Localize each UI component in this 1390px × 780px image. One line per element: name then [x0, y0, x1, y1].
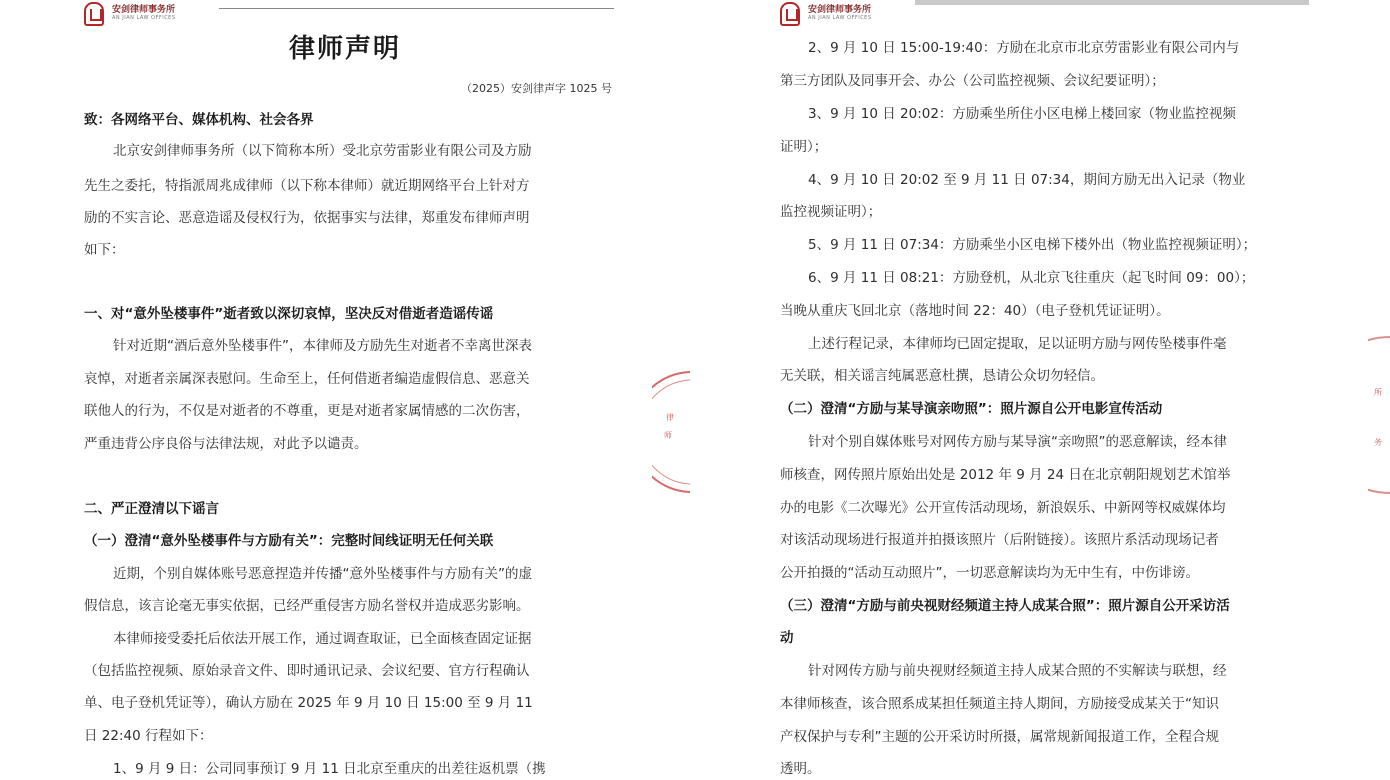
section1-heading: 一、对“意外坠楼事件”逝者致以深切哀悼，坚决反对借逝者造谣传谣 — [84, 306, 494, 322]
itinerary-line: 当晚从重庆飞回北京（落地时间 22：40）（电子登机凭证证明）。 — [780, 303, 1170, 319]
law-firm-logo-icon — [780, 2, 800, 26]
section2-subheading: （一）澄清“意外坠楼事件与方励有关”：完整时间线证明无任何关联 — [84, 533, 494, 549]
addressee: 致：各网络平台、媒体机构、社会各界 — [84, 112, 314, 128]
letterhead — [84, 2, 614, 28]
itinerary-line: 5、9 月 11 日 07:34：方励乘坐小区电梯下楼外出（物业监控视频证明）； — [808, 237, 1257, 253]
intro-line: 北京安剑律师事务所（以下简称本所）受北京劳雷影业有限公司及方励 — [113, 143, 532, 159]
intro-line: 励的不实言论、恶意造谣及侵权行为，依据事实与法律，郑重发布律师声明 — [84, 210, 530, 226]
logo-name: 安剑律师事务所 — [112, 5, 176, 15]
seal-text: 师 — [664, 431, 672, 440]
subsection3-line: 透明。 — [780, 761, 821, 777]
subsection2-line: 公开拍摄的“活动互动照片”，一切恶意解读均为无中生有，中伤诽谤。 — [780, 565, 1199, 581]
seal-text: 所 — [1374, 388, 1382, 397]
itinerary-line: 2、9 月 10 日 15:00-19:40：方励在北京市北京劳雷影业有限公司内与 — [808, 40, 1240, 56]
section2-line: （包括监控视频、原始录音文件、即时通讯记录、会议纪要、官方行程确认 — [84, 663, 530, 679]
subsection2-line: 办的电影《二次曝光》公开宣传活动现场，新浪娱乐、中新网等权威媒体均 — [780, 500, 1226, 516]
scan-shadow — [915, 0, 1309, 5]
itinerary-line: 第三方团队及同事开会、办公（公司监控视频、会议纪要证明）； — [780, 73, 1165, 89]
itinerary-line: 监控视频证明）； — [780, 204, 882, 220]
section1-line: 针对近期“酒后意外坠楼事件”，本律师及方励先生对逝者不幸离世深表 — [113, 338, 532, 354]
subsection3-line: 针对网传方励与前央视财经频道主持人成某合照的不实解读与联想，经 — [808, 663, 1227, 679]
section2-heading: 二、严正澄清以下谣言 — [84, 501, 219, 517]
seal-stamp-partial-left — [652, 370, 690, 495]
logo-name: 安剑律师事务所 — [808, 5, 872, 15]
subsection2-line: 针对个别自媒体账号对网传方励与某导演“亲吻照”的恶意解读，经本律 — [808, 434, 1227, 450]
subsection2-heading: （二）澄清“方励与某导演亲吻照”：照片源自公开电影宣传活动 — [780, 401, 1163, 417]
intro-line: 先生之委托，特指派周兆成律师（以下称本律师）就近期网络平台上针对方 — [84, 178, 530, 194]
document-number: （2025）安剑律声字 1025 号 — [461, 82, 612, 95]
subsection3-line: 本律师核查，该合照系成某担任频道主持人期间，方励接受成某关于“知识 — [780, 696, 1219, 712]
subsection2-line: 师核查，网传照片原始出处是 2012 年 9 月 24 日在北京朝阳规划艺术馆举 — [780, 467, 1231, 483]
logo-en-name: AN JIAN LAW OFFICES — [112, 15, 176, 21]
subsection2-line: 对该活动现场进行报道并拍摄该照片（后附链接）。该照片系活动现场记者 — [780, 532, 1219, 548]
itinerary-line: 上述行程记录，本律师均已固定提取，足以证明方励与网传坠楼事件毫 — [808, 336, 1227, 352]
seal-text: 务 — [1374, 438, 1382, 447]
section1-line: 联他人的行为，不仅是对逝者的不尊重，更是对逝者家属情感的二次伤害， — [84, 403, 530, 419]
subsection3-heading: （三）澄清“方励与前央视财经频道主持人成某合照”：照片源自公开采访活 — [780, 598, 1230, 614]
itinerary-line: 4、9 月 10 日 20:02 至 9 月 11 日 07:34，期间方励无出入记录（物业 — [808, 172, 1246, 188]
statement-page-left — [0, 0, 690, 780]
seal-text: 律 — [666, 413, 674, 422]
section2-line: 本律师接受委托后依法开展工作，通过调查取证，已全面核查固定证据 — [113, 631, 532, 647]
itinerary-line: 3、9 月 10 日 20:02：方励乘坐所住小区电梯上楼回家（物业监控视频 — [808, 106, 1236, 122]
itinerary-line: 无关联，相关谣言纯属恶意杜撰，恳请公众切勿轻信。 — [780, 368, 1104, 384]
intro-line: 如下： — [84, 242, 125, 258]
subsection3-heading-cont: 动 — [780, 630, 794, 646]
section2-line: 单、电子登机凭证等），确认方励在 2025 年 9 月 10 日 15:00 至 9 月 11 — [84, 695, 533, 711]
law-firm-logo-icon — [84, 2, 104, 26]
section1-line: 哀悼，对逝者亲属深表慰问。生命至上，任何借逝者编造虚假信息、恶意关 — [84, 371, 530, 387]
subsection3-line: 产权保护与专利”主题的公开采访时所摄，属常规新闻报道工作，全程合规 — [780, 729, 1219, 745]
section2-line: 假信息，该言论毫无事实依据，已经严重侵害方励名誉权并造成恶劣影响。 — [84, 598, 530, 614]
document-title: 律师声明 — [288, 34, 401, 64]
section2-line: 日 22:40 行程如下： — [84, 728, 213, 744]
letterhead-rule — [219, 8, 614, 9]
letterhead — [780, 2, 1310, 28]
statement-page-right — [700, 0, 1390, 780]
itinerary-line: 证明）； — [780, 139, 828, 155]
section2-line: 近期，个别自媒体账号恶意捏造并传播“意外坠楼事件与方励有关”的虚 — [113, 566, 532, 582]
section2-line: 1、9 月 9 日：公司同事预订 9 月 11 日北京至重庆的出差往返机票（携 — [113, 761, 546, 777]
itinerary-line: 6、9 月 11 日 08:21：方励登机，从北京飞往重庆（起飞时间 09：00）； — [808, 270, 1255, 286]
logo-en-name: AN JIAN LAW OFFICES — [808, 15, 872, 21]
section1-line: 严重违背公序良俗与法律法规，对此予以谴责。 — [84, 436, 368, 452]
seal-stamp-partial-right — [1368, 335, 1390, 495]
